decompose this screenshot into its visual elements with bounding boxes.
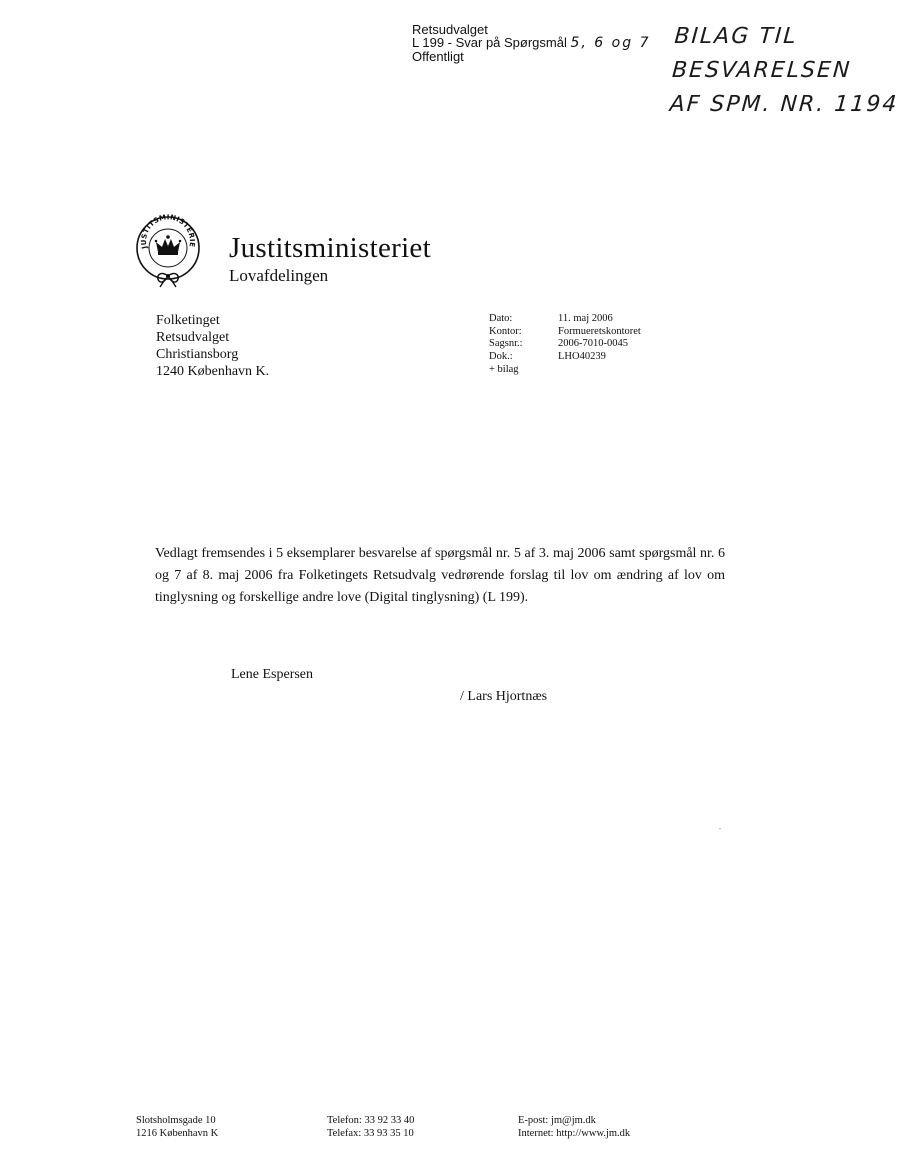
meta-value: 11. maj 2006 xyxy=(558,313,613,324)
meta-label: Kontor: xyxy=(489,325,522,337)
recipient-line: Folketinget xyxy=(156,313,220,328)
meta-row-office xyxy=(489,326,641,339)
meta-row-date xyxy=(489,313,641,326)
recipient-line: Retsudvalget xyxy=(156,330,230,345)
handwritten-line-2: BESVARELSEN xyxy=(671,58,853,83)
footer-telephone: Telefon: 33 92 33 40 xyxy=(327,1115,415,1126)
footer-street: Slotsholmsgade 10 xyxy=(136,1115,216,1126)
department-name: Lovafdelingen xyxy=(229,266,329,285)
meta-label: Dok.: xyxy=(489,351,513,363)
stamp-question-line xyxy=(412,36,650,50)
meta-label: Dato: xyxy=(489,313,513,324)
scan-speck xyxy=(719,828,721,829)
stamp-question-typed: L 199 - Svar på Spørgsmål xyxy=(412,35,567,50)
handwritten-annotation xyxy=(668,20,904,122)
meta-label: Sagsnr.: xyxy=(489,338,523,350)
stamp-question-handwritten: 5, 6 og 7 xyxy=(570,35,651,51)
signer-minister: Lene Espersen xyxy=(231,667,314,682)
footer-address xyxy=(136,1114,218,1140)
footer-telefax: Telefax: 33 93 35 10 xyxy=(327,1128,414,1139)
meta-value: 2006-7010-0045 xyxy=(558,338,628,350)
meta-row-document xyxy=(489,351,641,364)
handwritten-line-1: BILAG TIL xyxy=(673,24,799,49)
meta-value: Formueretskontoret xyxy=(558,325,641,337)
footer-email: E-post: jm@jm.dk xyxy=(518,1115,596,1126)
footer-internet: Internet: http://www.jm.dk xyxy=(518,1128,631,1139)
letter-body: Vedlagt fremsendes i 5 eksemplarer besvarelse af spørgsmål nr. 5 af 3. maj 2006 samt spørgsmål nr. 6 og 7 af 8. maj 2006 fra Folketingets Retsudvalg vedrørende forslag til lov om ændring af lov om tinglysning og forskellige andre love (Digital tinglysning) (L 199). xyxy=(155,546,725,605)
recipient-address xyxy=(156,312,269,380)
footer-contact-web xyxy=(518,1114,630,1140)
meta-row-attachment xyxy=(489,364,641,377)
seal-ring-text: JUSTITSMINISTERIE xyxy=(139,214,197,250)
signer-official: / Lars Hjortnæs xyxy=(460,689,548,704)
meta-label: + bilag xyxy=(489,363,519,375)
handwritten-line-3: AF SPM. NR. 1194 xyxy=(668,92,900,117)
document-metadata xyxy=(489,313,641,377)
stamp-status: Offentligt xyxy=(412,49,464,64)
meta-row-case-number xyxy=(489,338,641,351)
footer-contact-phone xyxy=(327,1114,414,1140)
document-stamp xyxy=(412,23,650,63)
footer-city: 1216 København K xyxy=(136,1128,219,1139)
meta-value xyxy=(558,364,641,377)
stamp-committee: Retsudvalget xyxy=(412,22,488,37)
recipient-line: Christiansborg xyxy=(156,347,239,362)
ministry-name: Justitsministeriet xyxy=(229,232,431,264)
crown-seal-icon xyxy=(135,214,201,288)
recipient-line: 1240 København K. xyxy=(156,364,270,379)
meta-value: LHO40239 xyxy=(558,351,606,363)
